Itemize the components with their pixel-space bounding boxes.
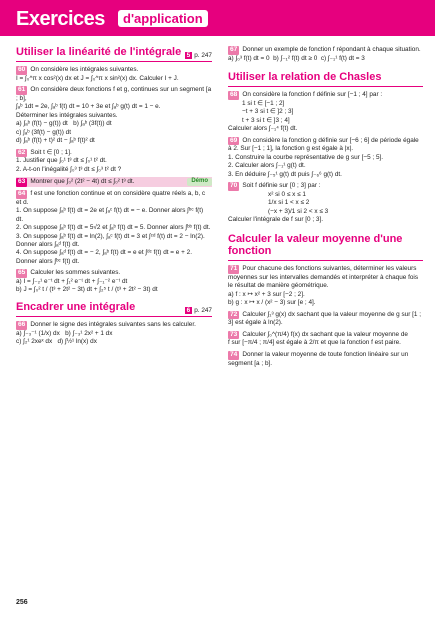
section-heading: Utiliser la linéarité de l'intégrale 5 p. 247 bbox=[16, 46, 212, 62]
section-heading: Encadrer une intégrale 6 p. 247 bbox=[16, 301, 212, 317]
exercise-61: 61 On considère deux fonctions f et g, continues sur un segment [a ; b], ∫ₐᵇ 1dt = 2e, ∫ₐᵇ f(t) dt = 10 + 3e et ∫ₐᵇ g(t) dt = 1 − e. Déterminer les intégrales suivantes. a) ∫ₐᵇ (f(t) − g(t)) dt b) ∫ₐᵇ (3f(t)) dt c) ∫ₐᵇ (3f(t) − g(t)) dt d) ∫ₐᵇ (f(t) + t)² dt − ∫ₐᵇ f(t)² dt bbox=[16, 86, 212, 145]
section-reference: 5 p. 247 bbox=[186, 52, 212, 60]
exercise-64: 64 f est une fonction continue et on considère quatre réels a, b, c et d. 1. On suppose ∫ₐᵇ f(t) dt = 2e et ∫ₐᶜ f(t) dt = − e. Donner alors ∫ᵇᶜ f(t) dt. 2. On suppose ∫ₐᵇ f(t) dt = 5√2 et ∫ₐᵇ f(t) dt = 5. Donner alors ∫ᵇᵇ f(t) dt. 3. On suppose ∫ₐᵇ f(t) dt = ln(2), ∫ₐᶜ f(t) dt = 3 et ∫ᶜᵈ f(t) dt = 2 − ln(2). Donner alors ∫ₐᵈ f(t) dt. 4. On suppose ∫ₐᵈ f(t) dt = − 2, ∫ₐᵇ f(t) dt = e et ∫ᵈᶜ f(t) dt = e + 2. Donner alors ∫ᵇᶜ f(t) dt. bbox=[16, 189, 211, 265]
section-heading: Utiliser la relation de Chasles bbox=[228, 71, 423, 87]
header-title: Exercices bbox=[16, 8, 105, 30]
exercise-69: 69 On considère la fonction g définie sur [−6 ; 6] de période égale à 2. Sur [−1 ; 1], la fonction g est égale à |x|. 1. Construire la courbe représentative de g sur [−5 ; 5]. 2. Calculer alors ∫₋₁¹ g(t) dt. 3. En déduire ∫₋₅¹ g(t) dt puis ∫₋₆⁶ g(t) dt. bbox=[228, 136, 419, 178]
exercise-70: 70 Soit f définie sur [0 ; 3] par : x² si 0 ≤ x ≤ 1 1/x si 1 < x ≤ 2 (−x + 3)/1 si 2 < x ≤ 3 Calculer l'intégrale de f sur [0 ; 3]. bbox=[228, 182, 329, 224]
exercise-72: 72 Calculer ∫₁³ g(x) dx sachant que la valeur moyenne de g sur [1 ; 3] est égale à ln(2). bbox=[228, 310, 422, 327]
exercise-73: 73 Calculer ∫₀^(π/4) f(x) dx sachant que la valeur moyenne de f sur [−π/4 ; π/4] est égale à 2/π et que la fonction f est paire. bbox=[228, 330, 408, 347]
exercise-68: 68 On considère la fonction f définie sur [−1 ; 4] par : 1 si t ∈ [−1 ; 2] −t + 3 si t ∈ ]2 ; 3] t + 3 si t ∈ ]3 ; 4] Calculer alors ∫₋₁⁴ f(t) dt. bbox=[228, 91, 383, 133]
header-badge: d'application bbox=[118, 10, 208, 27]
section-heading: Calculer la valeur moyenne d'une fonction bbox=[228, 233, 423, 261]
right-column bbox=[228, 46, 423, 371]
exercise-60: 60 On considère les intégrales suivantes. I = ∫₀^π x cos²(x) dx et J = ∫₀^π x sin²(x) dx. Calculer I + J. bbox=[16, 66, 179, 82]
exercise-66: 66 Donner le signe des intégrales suivantes sans les calculer. a) ∫₋₃⁻¹ (1/x) dx b) ∫₋₃¹ 2x² + 1 dx c) ∫₂¹ 2xeˣ dx d) ∫½¹ ln(x) dx bbox=[16, 321, 196, 346]
exercise-67: 67 Donner un exemple de fonction f répondant à chaque situation. a) ∫₀³ f(t) dt = 0 b) ∫₋₁² f(t) dt ≥ 0 c) ∫₋₁¹ f(t) dt = 3 bbox=[228, 46, 421, 62]
section-reference: 6 p. 247 bbox=[186, 306, 212, 314]
page-header bbox=[0, 0, 435, 36]
exercise-71: 71 Pour chacune des fonctions suivantes, déterminer les valeurs moyennes sur les intervalles demandés et interpréter à chaque fois le résultat de manière géométrique. a) f : x ↦ x² + 3 sur [−2 ; 2]. b) g : x ↦ x / (x² − 3) sur [e ; 4]. bbox=[228, 264, 419, 307]
left-column bbox=[16, 44, 212, 350]
exercise-62: 62 Soit t ∈ [0 ; 1]. 1. Justifier que ∫₀¹ t³ dt ≤ ∫₀¹ t² dt. 2. A-t-on l'inégalité ∫₀³ t³ dt ≤ ∫₀³ t² dt ? bbox=[16, 148, 122, 173]
exercise-63: 63 Montrer que ∫₀² (2t² − 4t) dt ≤ ∫₀² t³ dt. Démo bbox=[16, 177, 212, 187]
exercise-65: 65 Calculer les sommes suivantes. a) I = ∫₋₂¹ e⁻ᵗ dt + ∫₁² e⁻ᵗ dt + ∫₋₁⁻² e⁻ᵗ dt b) J = ∫₀² t / (t³ + 2t² − 3t) dt + ∫₂⁵ t / (t³ + 2t² − 3t) dt bbox=[16, 269, 158, 294]
exercise-74: 74 Donner la valeur moyenne de toute fonction linéaire sur un segment [a ; b]. bbox=[228, 350, 409, 367]
page-number: 256 bbox=[16, 599, 28, 606]
demo-badge: Démo bbox=[187, 178, 212, 186]
